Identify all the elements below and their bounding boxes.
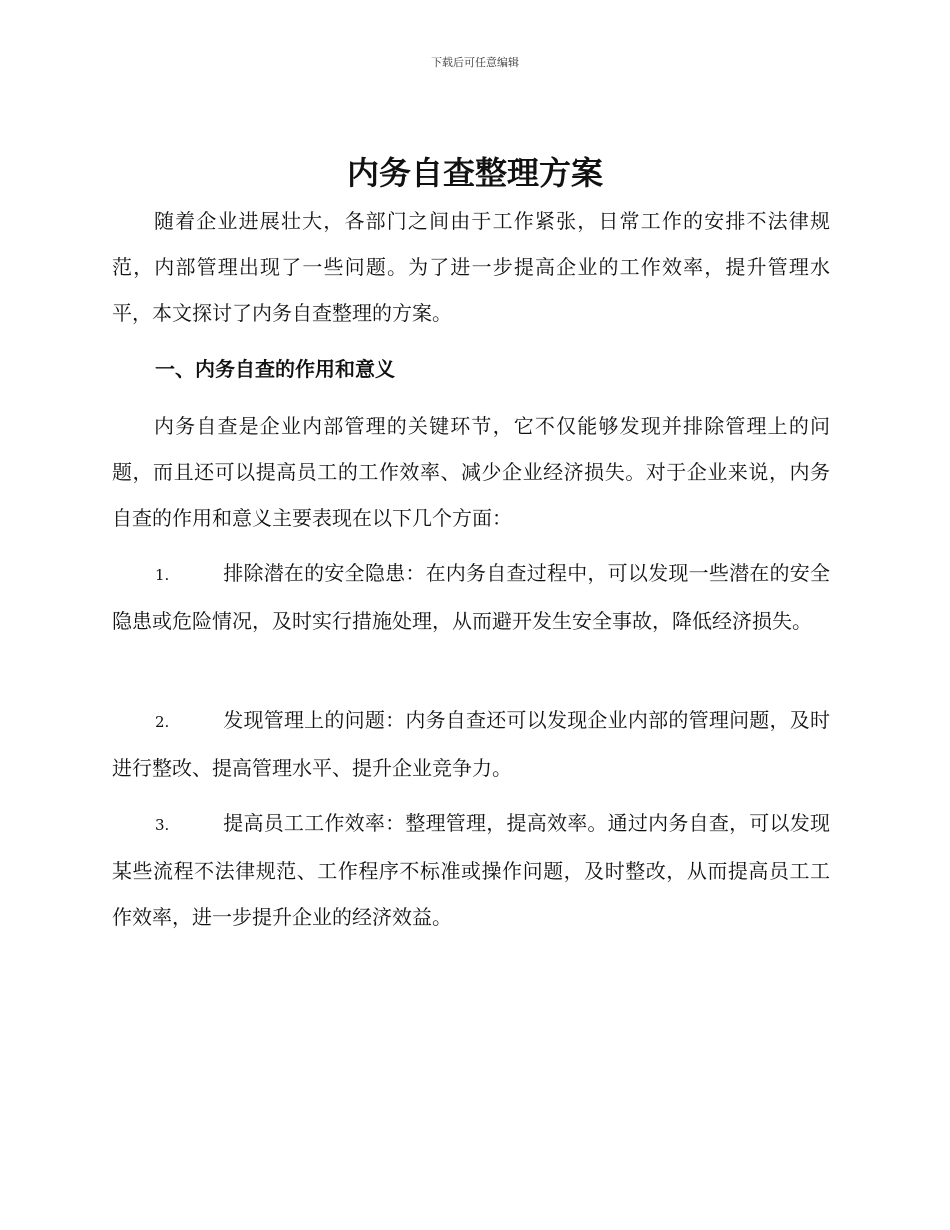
- list-item-text: 发现管理上的问题：内务自查还可以发现企业内部的管理问题，及时进行整改、提高管理水平、提升企业竞争力。: [112, 708, 830, 780]
- section-heading: 一、内务自查的作用和意义: [155, 357, 395, 381]
- header-note: 下载后可任意编辑: [431, 56, 519, 69]
- list-item-text: 排除潜在的安全隐患：在内务自查过程中，可以发现一些潜在的安全隐患或危险情况，及时实行措施处理，从而避开发生安全事故，降低经济损失。: [112, 561, 830, 633]
- document-title: 内务自查整理方案: [346, 154, 603, 192]
- list-item-number: 2.: [155, 713, 170, 731]
- list-item-number: 3.: [155, 816, 170, 834]
- list-item-number: 1.: [155, 566, 170, 584]
- list-item: [112, 697, 830, 791]
- section-paragraph: 内务自查是企业内部管理的关键环节，它不仅能够发现并排除管理上的问题，而且还可以提高员工的工作效率、减少企业经济损失。对于企业来说，内务自查的作用和意义主要表现在以下几个方面：: [112, 414, 830, 530]
- list-item-text: 提高员工工作效率：整理管理，提高效率。通过内务自查，可以发现某些流程不法律规范、工作程序不标准或操作问题，及时整改，从而提高员工工作效率，进一步提升企业的经济效益。: [112, 811, 830, 929]
- list-item: [112, 550, 830, 644]
- list-item: [112, 800, 830, 940]
- intro-paragraph: 随着企业进展壮大，各部门之间由于工作紧张，日常工作的安排不法律规范，内部管理出现了一些问题。为了进一步提高企业的工作效率，提升管理水平，本文探讨了内务自查整理的方案。: [112, 209, 830, 325]
